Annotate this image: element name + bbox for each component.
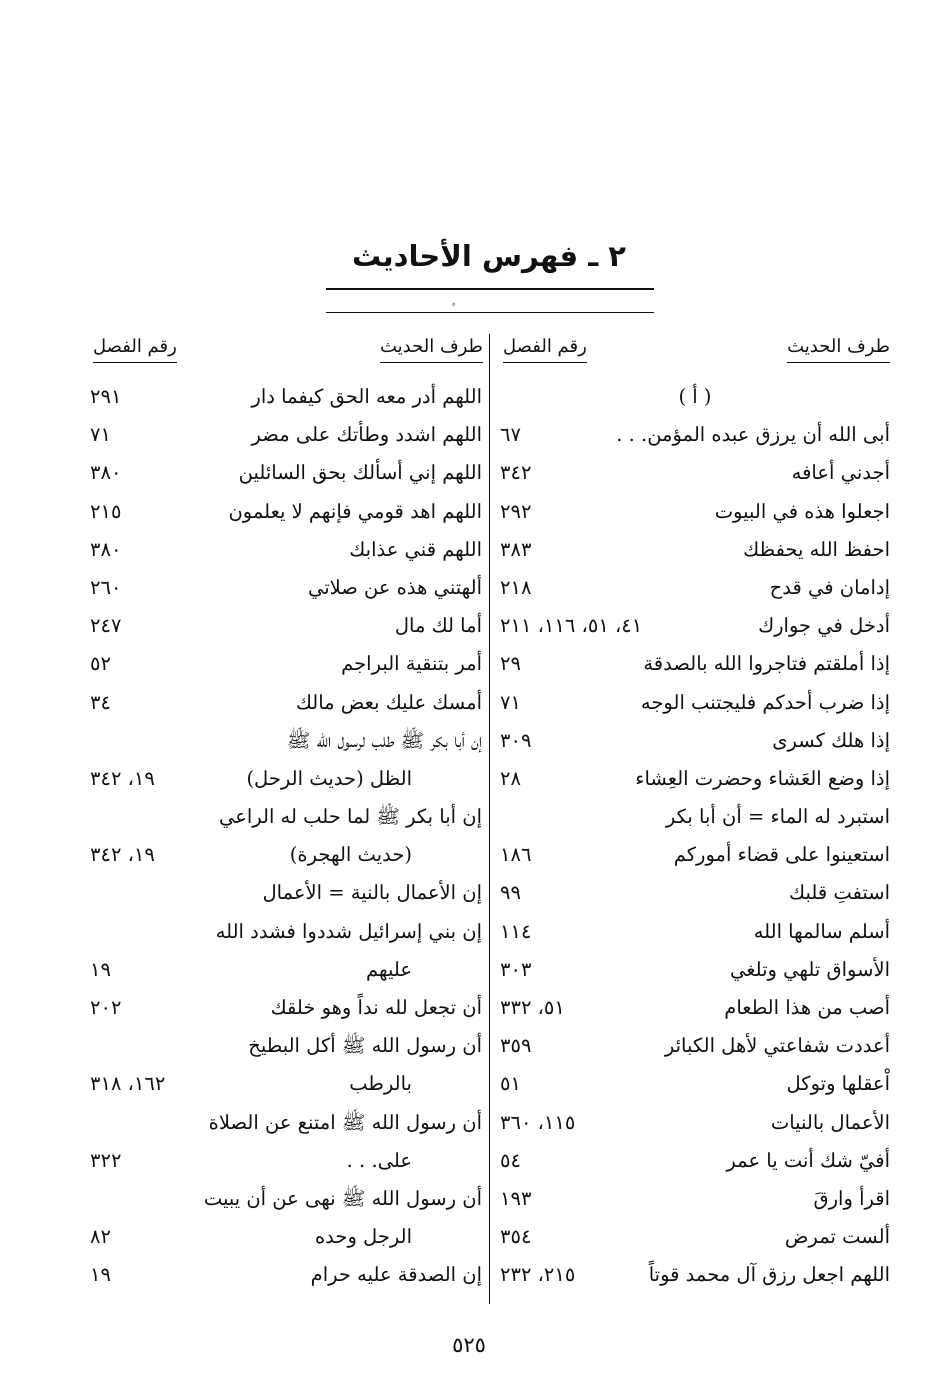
chapter-number: ٢٨ bbox=[500, 766, 521, 790]
hadith-text: أن رسول الله ﷺ أكل البطيخ bbox=[248, 1034, 482, 1058]
column-divider bbox=[489, 334, 490, 1304]
list-item bbox=[500, 1027, 890, 1065]
hadith-text: إن أبا بكر ﷺ طلب لرسول الله ﷺ bbox=[286, 728, 482, 752]
chapter-number: ٢١٥ bbox=[90, 499, 122, 523]
list-item bbox=[90, 1104, 482, 1142]
hadith-text: أبى الله أن يرزق عبده المؤمن. . . bbox=[616, 423, 890, 447]
hadith-text: أن تجعل لله نداً وهو خلقك bbox=[270, 996, 482, 1019]
hadith-text: بالرطب bbox=[349, 1072, 412, 1096]
list-item bbox=[90, 989, 482, 1027]
hadith-text: إذا هلك كسرى bbox=[772, 728, 890, 752]
chapter-number: ٣٨٠ bbox=[90, 537, 122, 561]
list-item bbox=[90, 836, 482, 874]
chapter-number: ٢٠٢ bbox=[90, 996, 122, 1019]
hadith-text: أما لك مال bbox=[394, 614, 482, 638]
chapter-number: ٥٤ bbox=[500, 1148, 521, 1172]
title-rule-top bbox=[326, 288, 654, 290]
list-item bbox=[90, 416, 482, 454]
list-item bbox=[500, 913, 890, 951]
hadith-text: الأعمال بالنيات bbox=[770, 1110, 890, 1134]
list-item bbox=[90, 722, 482, 760]
hadith-text: أمسك عليك بعض مالك bbox=[295, 690, 482, 714]
list-item bbox=[500, 454, 890, 492]
list-item bbox=[90, 645, 482, 683]
hadith-text: أصب من هذا الطعام bbox=[724, 996, 890, 1019]
list-item bbox=[500, 1256, 890, 1294]
hadith-text: الأسواق تلهي وتلغي bbox=[730, 957, 890, 981]
page-number: ٥٢٥ bbox=[452, 1333, 486, 1357]
list-item bbox=[90, 684, 482, 722]
chapter-number: ٤١، ٥١، ١١٦، ٢١١ bbox=[500, 614, 643, 638]
list-item bbox=[90, 874, 482, 912]
chapter-number: ٨٢ bbox=[90, 1225, 111, 1249]
list-item bbox=[500, 951, 890, 989]
list-item bbox=[500, 798, 890, 836]
chapter-number: ٢٩٢ bbox=[500, 499, 532, 523]
list-item bbox=[90, 760, 482, 798]
left-column bbox=[90, 378, 482, 1295]
list-item bbox=[500, 607, 890, 645]
hadith-text: اللهم اجعل رزق آل محمد قوتاً bbox=[648, 1263, 890, 1287]
hadith-text: اللهم اشدد وطأتك على مضر bbox=[251, 423, 482, 447]
list-item bbox=[500, 531, 890, 569]
list-item bbox=[500, 684, 890, 722]
chapter-number: ٢٦٠ bbox=[90, 575, 122, 599]
rule-ornament: ⸗ bbox=[452, 299, 456, 310]
hadith-text: اْعقلها وتوكل bbox=[786, 1072, 890, 1096]
hadith-text: إن الأعمال بالنية = الأعمال bbox=[262, 881, 482, 905]
chapter-number: ٣٢٢ bbox=[90, 1148, 122, 1172]
list-item bbox=[90, 1180, 482, 1218]
chapter-number: ٣٥٩ bbox=[500, 1034, 532, 1058]
chapter-number: ٢١٥، ٢٣٢ bbox=[500, 1263, 576, 1287]
hadith-text: اقرأ وارقَ bbox=[813, 1186, 890, 1210]
chapter-number: ٣٠٣ bbox=[500, 957, 532, 981]
hadith-text: اللهم قني عذابك bbox=[349, 537, 482, 561]
chapter-number: ١٩، ٣٤٢ bbox=[90, 766, 155, 790]
list-item bbox=[500, 989, 890, 1027]
chapter-number: ٥١، ٣٣٢ bbox=[500, 996, 565, 1019]
chapter-number: ١٦٢، ٣١٨ bbox=[90, 1072, 166, 1096]
list-item bbox=[90, 607, 482, 645]
list-item bbox=[500, 1104, 890, 1142]
list-item bbox=[500, 760, 890, 798]
hadith-text: ألست تمرض bbox=[784, 1225, 890, 1249]
chapter-number: ٢٤٧ bbox=[90, 614, 122, 638]
hadith-text: إذا ضرب أحدكم فليجتنب الوجه bbox=[640, 690, 890, 714]
chapter-number: ١٨٦ bbox=[500, 843, 532, 867]
chapter-number: ٣٤٢ bbox=[500, 461, 532, 485]
hadith-text: ألهتني هذه عن صلاتي bbox=[307, 575, 482, 599]
list-item bbox=[500, 645, 890, 683]
hadith-text: إذا أملقتم فتاجروا الله بالصدقة bbox=[643, 652, 890, 676]
hadith-text: إن أبا بكر ﷺ لما حلب له الراعي bbox=[218, 805, 482, 829]
hadith-text: استفتِ قلبك bbox=[789, 881, 890, 905]
list-item bbox=[90, 913, 482, 951]
hadith-text: إدامان في قدح bbox=[769, 575, 890, 599]
page-title: ٢ ـ فهرس الأحاديث bbox=[352, 239, 626, 273]
chapter-number: ١٩، ٣٤٢ bbox=[90, 843, 155, 867]
hadith-text: احفظ الله يحفظك bbox=[743, 537, 890, 561]
hadith-text: عليهم bbox=[366, 957, 412, 981]
hadith-text: (حديث الهجرة) bbox=[289, 843, 412, 867]
list-item bbox=[500, 722, 890, 760]
list-item bbox=[500, 416, 890, 454]
chapter-number: ٣٠٩ bbox=[500, 728, 532, 752]
hadith-text: إذا وضع العَشاء وحضرت العِشاء bbox=[635, 766, 890, 790]
list-item bbox=[500, 569, 890, 607]
list-item bbox=[90, 1218, 482, 1256]
chapter-number: ٢٩ bbox=[500, 652, 521, 676]
chapter-number: ١٩ bbox=[90, 957, 111, 981]
hadith-text: الظل (حديث الرحل) bbox=[246, 766, 412, 790]
hadith-text: أن رسول الله ﷺ امتنع عن الصلاة bbox=[208, 1110, 482, 1134]
hadith-text: إن الصدقة عليه حرام bbox=[310, 1263, 482, 1287]
chapter-number: ٢١٨ bbox=[500, 575, 532, 599]
hadith-text: أفيّ شك أنت يا عمر bbox=[726, 1148, 890, 1172]
chapter-number: ٩٩ bbox=[500, 881, 521, 905]
hadith-text: استبرد له الماء = أن أبا بكر bbox=[665, 805, 890, 829]
chapter-number: ٣٤ bbox=[90, 690, 111, 714]
chapter-number: ١٩٣ bbox=[500, 1186, 532, 1210]
right-hadith-header: طرف الحديث bbox=[787, 334, 890, 363]
list-item bbox=[90, 1065, 482, 1103]
hadith-text: على. . . bbox=[346, 1148, 412, 1172]
hadith-text: اللهم أدر معه الحق كيفما دار bbox=[251, 385, 482, 408]
hadith-text: أعددت شفاعتي لأهل الكبائر bbox=[664, 1034, 890, 1058]
list-item bbox=[500, 378, 890, 416]
hadith-text: استعينوا على قضاء أموركم bbox=[673, 843, 890, 867]
list-item bbox=[500, 1180, 890, 1218]
chapter-number: ١١٥، ٣٦٠ bbox=[500, 1110, 576, 1134]
list-item bbox=[500, 1142, 890, 1180]
left-hadith-header: طرف الحديث bbox=[380, 334, 483, 363]
hadith-text: أن رسول الله ﷺ نهى عن أن يبيت bbox=[203, 1186, 482, 1210]
chapter-number: ٥٢ bbox=[90, 652, 111, 676]
list-item bbox=[500, 1065, 890, 1103]
chapter-number: ٥١ bbox=[500, 1072, 521, 1096]
list-item bbox=[90, 454, 482, 492]
hadith-text: أمر بتنقية البراجم bbox=[341, 652, 482, 676]
list-item bbox=[500, 836, 890, 874]
hadith-text: أجدني أعافه bbox=[791, 461, 890, 485]
hadith-text: إن بني إسرائيل شددوا فشدد الله bbox=[215, 919, 482, 943]
hadith-text: اجعلوا هذه في البيوت bbox=[714, 499, 890, 523]
chapter-number: ٧١ bbox=[500, 690, 521, 714]
list-item bbox=[90, 378, 482, 416]
list-item bbox=[90, 1256, 482, 1294]
list-item bbox=[90, 569, 482, 607]
chapter-number: ٧١ bbox=[90, 423, 111, 447]
chapter-number: ٣٨٠ bbox=[90, 461, 122, 485]
list-item bbox=[90, 951, 482, 989]
left-chapter-header: رقم الفصل bbox=[93, 334, 177, 363]
section-letter: ( أ ) bbox=[678, 385, 712, 408]
list-item bbox=[90, 1027, 482, 1065]
title-rule-bottom bbox=[326, 312, 654, 313]
hadith-text: اللهم إني أسألك بحق السائلين bbox=[238, 461, 482, 485]
chapter-number: ٣٥٤ bbox=[500, 1225, 532, 1249]
chapter-number: ٣٨٣ bbox=[500, 537, 532, 561]
chapter-number: ٢٩١ bbox=[90, 385, 122, 408]
list-item bbox=[90, 1142, 482, 1180]
hadith-text: أسلم سالمها الله bbox=[753, 919, 890, 943]
list-item bbox=[500, 1218, 890, 1256]
chapter-number: ١١٤ bbox=[500, 919, 532, 943]
hadith-text: الرجل وحده bbox=[314, 1225, 412, 1249]
hadith-text: أدخل في جوارك bbox=[758, 614, 890, 638]
list-item bbox=[90, 493, 482, 531]
right-column bbox=[500, 378, 890, 1295]
list-item bbox=[500, 874, 890, 912]
list-item bbox=[90, 531, 482, 569]
chapter-number: ١٩ bbox=[90, 1263, 111, 1287]
list-item bbox=[90, 798, 482, 836]
right-chapter-header: رقم الفصل bbox=[503, 334, 587, 363]
list-item bbox=[500, 493, 890, 531]
chapter-number: ٦٧ bbox=[500, 423, 521, 447]
hadith-text: اللهم اهد قومي فإنهم لا يعلمون bbox=[228, 499, 482, 523]
